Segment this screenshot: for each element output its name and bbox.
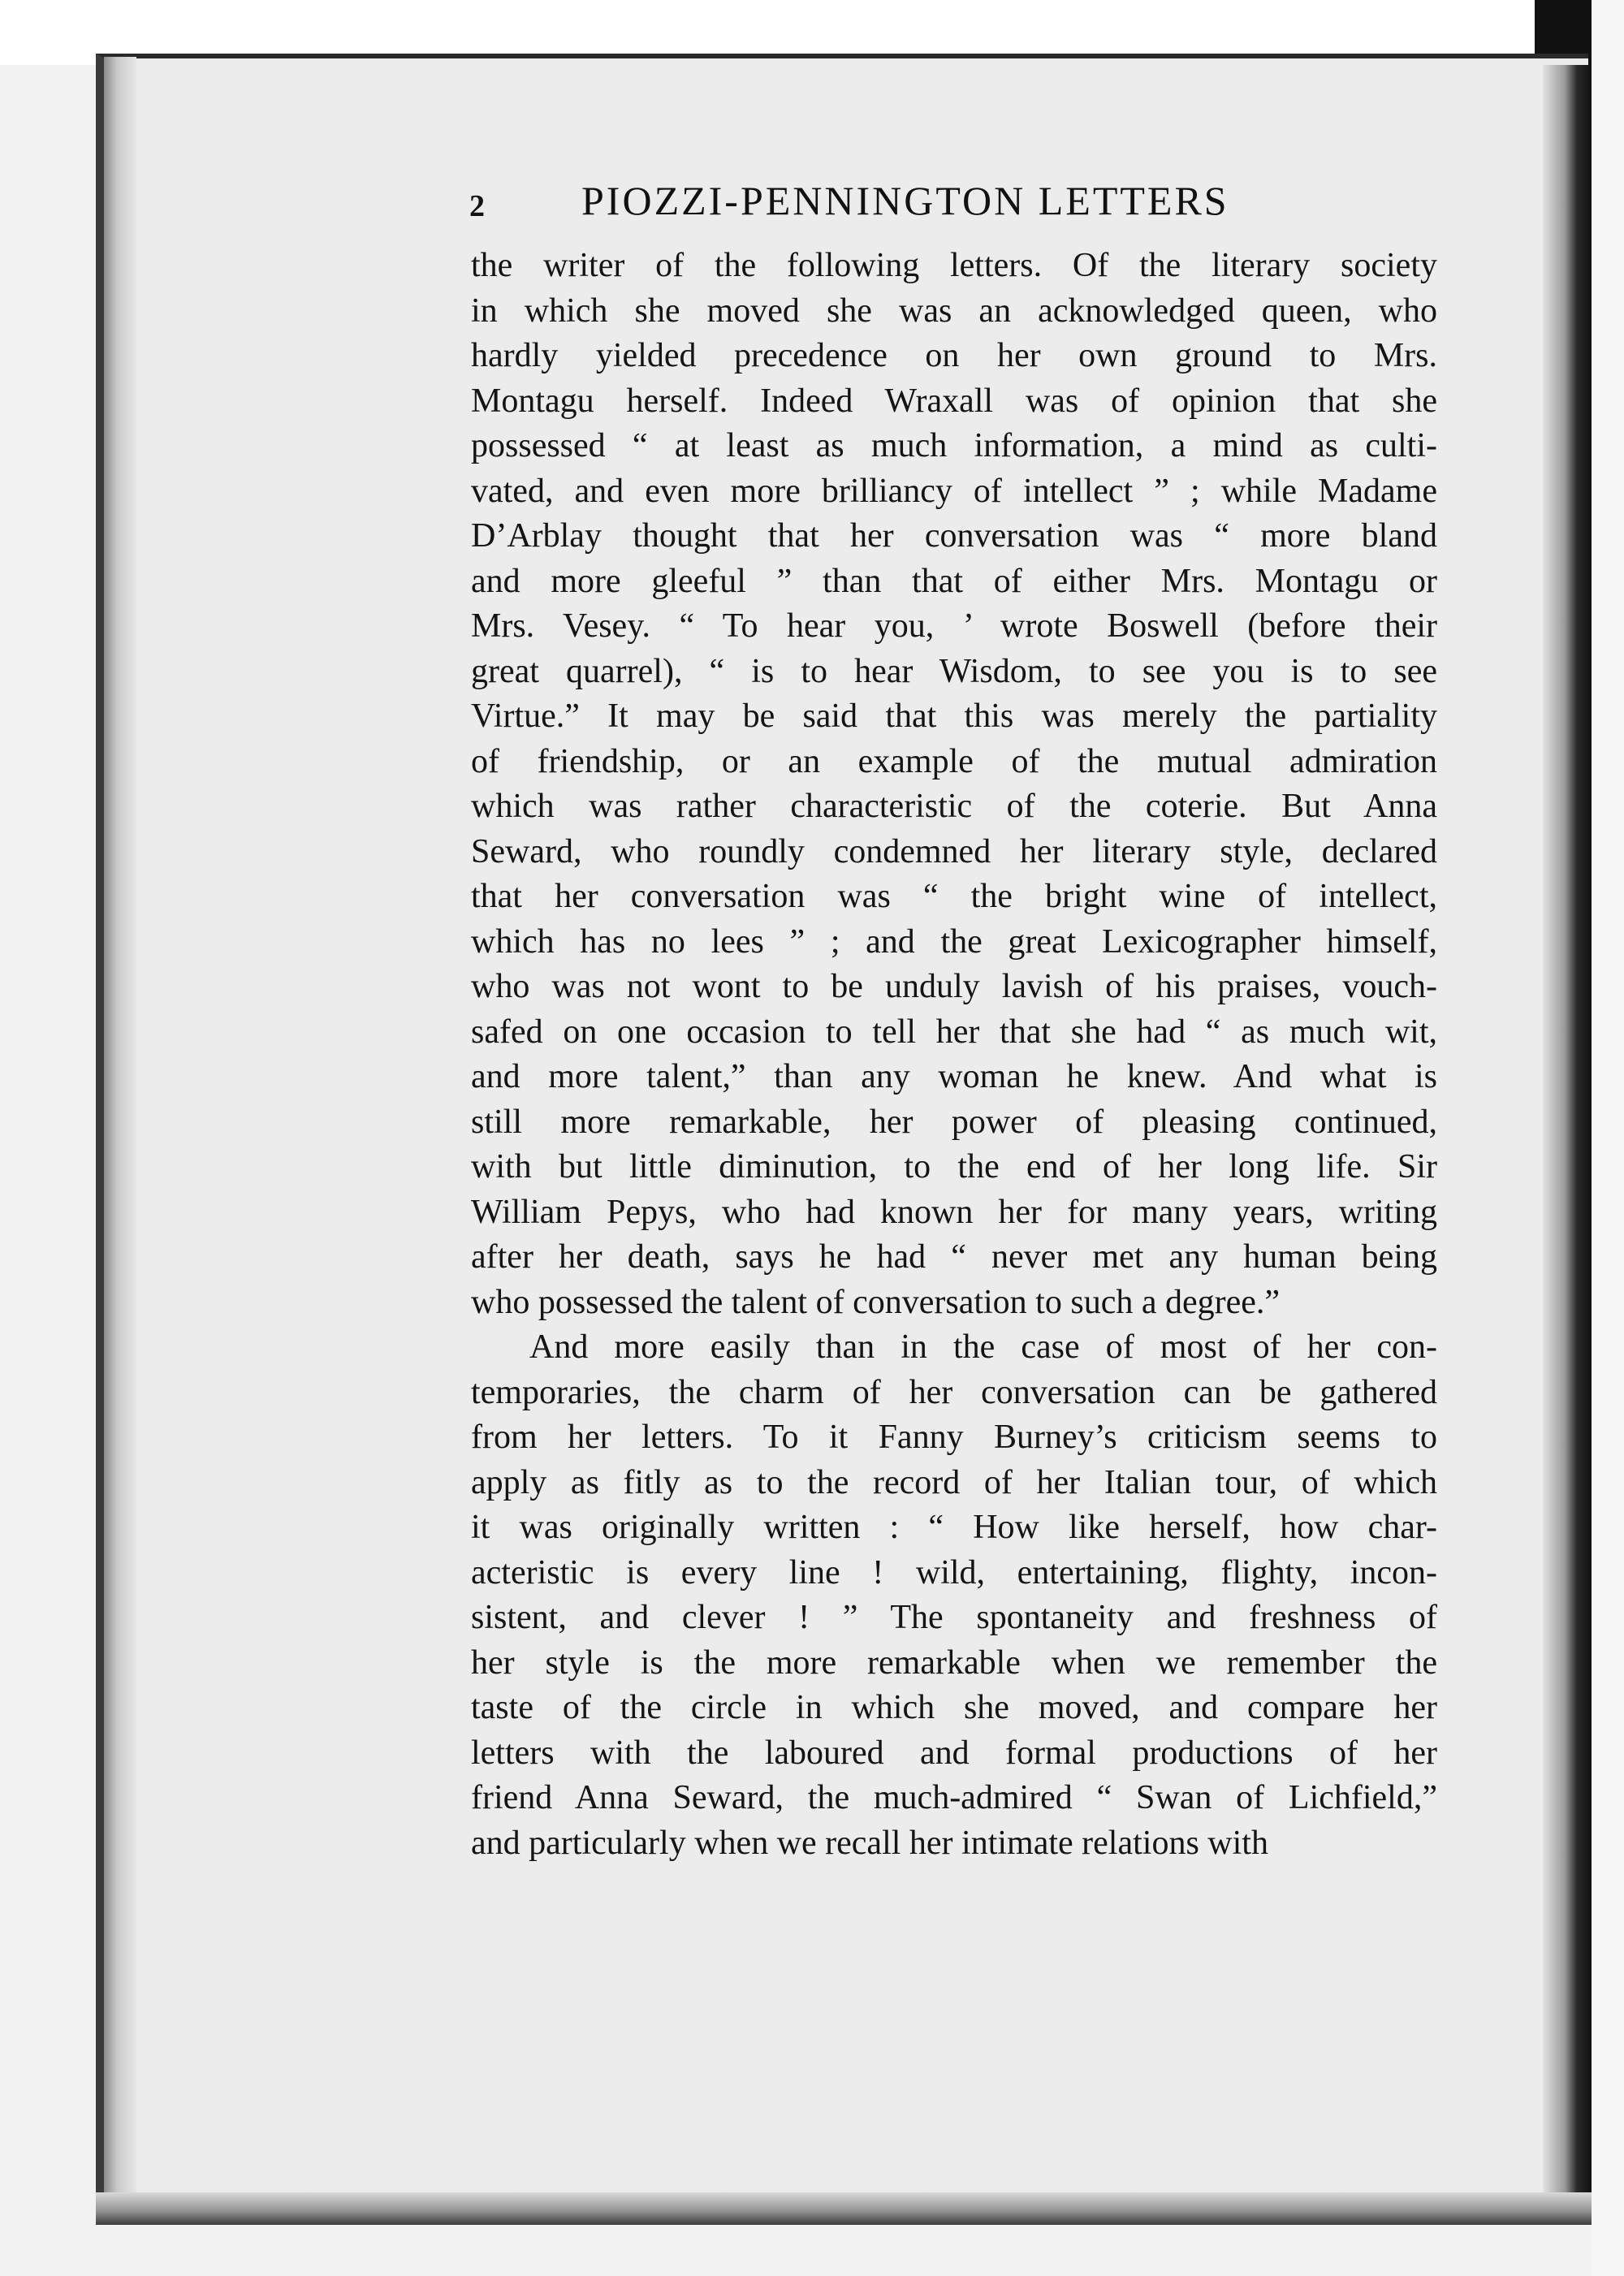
text-line: who possessed the talent of conversation to such a degree.” [471, 1283, 1281, 1321]
running-head [469, 177, 1327, 234]
text-line: temporaries, the charm of her conversation can be gathered [471, 1373, 1437, 1411]
text-line: friend Anna Seward, the much-admired “ Swan of Lichfield,” [471, 1779, 1437, 1816]
page-gutter-shadow [104, 57, 136, 2217]
page-number: 2 [469, 189, 485, 223]
text-line: that her conversation was “ the bright wine of intellect, [471, 878, 1437, 915]
text-line: Seward, who roundly condemned her literary style, declared [471, 832, 1437, 870]
text-line: hardly yielded precedence on her own ground to Mrs. [471, 337, 1437, 374]
text-line: and more talent,” than any woman he knew. And what is [471, 1058, 1437, 1095]
running-title: PIOZZI-PENNINGTON LETTERS [581, 178, 1229, 223]
text-line: letters with the laboured and formal productions of her [471, 1734, 1437, 1772]
text-line: possessed “ at least as much information, a mind as culti- [471, 427, 1437, 464]
text-line: taste of the circle in which she moved, and compare her [471, 1689, 1437, 1726]
paragraph [471, 1325, 1437, 1866]
text-line: it was originally written : “ How like herself, how char- [471, 1509, 1437, 1546]
text-line: of friendship, or an example of the mutual admiration [471, 742, 1437, 780]
text-line: and more gleeful ” than that of either Mrs. Montagu or [471, 562, 1437, 600]
text-line: great quarrel), “ is to hear Wisdom, to see you is to see [471, 652, 1437, 690]
text-line: from her letters. To it Fanny Burney’s criticism seems to [471, 1419, 1437, 1456]
text-line: vated, and even more brilliancy of intellect ” ; while Madame [471, 472, 1437, 510]
text-line: and particularly when we recall her intimate relations with [471, 1824, 1268, 1862]
paragraph [471, 244, 1437, 1325]
text-line: which was rather characteristic of the coterie. But Anna [471, 788, 1437, 825]
text-line: D’Arblay thought that her conversation was “ more bland [471, 517, 1437, 555]
text-line: William Pepys, who had known her for many years, writing [471, 1193, 1437, 1231]
page-bottom-shadow [96, 2192, 1622, 2225]
text-line: sistent, and clever ! ” The spontaneity and freshness of [471, 1599, 1437, 1636]
scan-margin [1592, 0, 1624, 2276]
page-edge-shadow [1543, 65, 1592, 2209]
text-line: acteristic is every line ! wild, entertaining, flighty, incon- [471, 1553, 1437, 1591]
text-line: Mrs. Vesey. “ To hear you, ’ wrote Boswell (before their [471, 607, 1437, 645]
text-line: her style is the more remarkable when we remember the [471, 1643, 1437, 1682]
text-line: still more remarkable, her power of pleasing continued, [471, 1103, 1437, 1141]
text-line: And more easily than in the case of most of her con- [529, 1328, 1437, 1366]
text-line: apply as fitly as to the record of her Italian tour, of which [471, 1463, 1437, 1501]
text-line: with but little diminution, to the end of her long life. Sir [471, 1148, 1437, 1186]
text-line: safed on one occasion to tell her that she had “ as much wit, [471, 1013, 1437, 1051]
text-line: Montagu herself. Indeed Wraxall was of opinion that she [471, 382, 1437, 420]
text-line: which has no lees ” ; and the great Lexicographer himself, [471, 922, 1437, 961]
text-line: in which she moved she was an acknowledged queen, who [471, 292, 1437, 330]
text-line: Virtue.” It may be said that this was merely the partiality [471, 697, 1437, 735]
text-line: after her death, says he had “ never met any human being [471, 1238, 1437, 1276]
text-line: the writer of the following letters. Of the literary society [471, 247, 1437, 284]
body-text [471, 244, 1437, 1866]
text-line: who was not wont to be unduly lavish of his praises, vouch- [471, 968, 1437, 1005]
